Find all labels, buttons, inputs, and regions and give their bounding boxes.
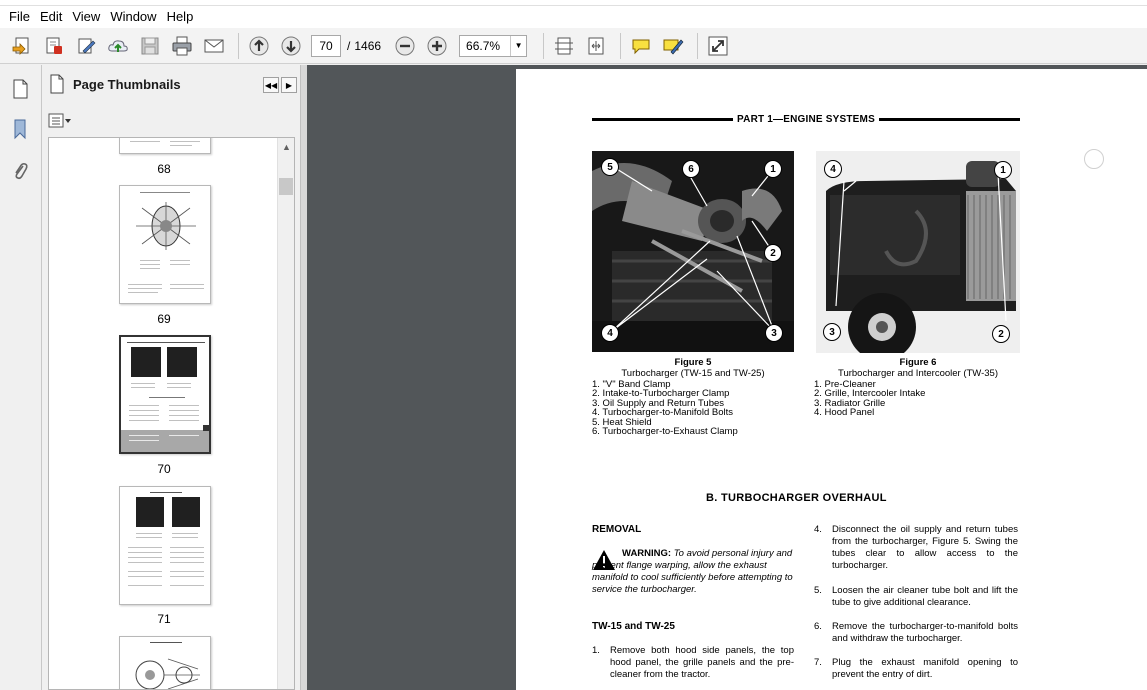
- chevron-right-icon: ▶: [285, 80, 293, 90]
- toolbar-separator: [620, 33, 621, 59]
- menu-bar: [0, 6, 1147, 28]
- step-number: 5.: [814, 585, 822, 596]
- step-text: Plug the exhaust manifold opening to prevent the entry of dirt.: [832, 657, 1018, 680]
- tw-heading: TW-15 and TW-25: [592, 621, 675, 632]
- figure-6-caption: [816, 357, 1020, 379]
- thumbnail-label-71: 71: [157, 612, 171, 626]
- speech-bubble-icon: [630, 35, 652, 57]
- envelope-icon: [203, 35, 225, 57]
- double-chevron-left-icon: ◀◀: [264, 80, 278, 90]
- page-thumbnails-icon[interactable]: [8, 77, 32, 101]
- figure-5-legend: [592, 380, 738, 436]
- arrow-up-circle-icon: [248, 35, 270, 57]
- zoom-value: 66.7%: [466, 38, 501, 53]
- create-pdf-button[interactable]: [8, 32, 36, 60]
- printer-icon: [171, 35, 193, 57]
- fit-width-icon: [585, 35, 607, 57]
- zoom-select[interactable]: [459, 35, 527, 57]
- fit-page-button[interactable]: [550, 32, 578, 60]
- figure-5-title: Figure 5: [674, 357, 712, 368]
- legend-item: 1. Pre-Cleaner: [814, 379, 876, 390]
- collapse-panel-button[interactable]: [263, 77, 279, 93]
- options-menu-icon: [48, 113, 72, 129]
- callout-1: 1: [994, 161, 1012, 179]
- legend-item: 4. Turbocharger-to-Manifold Bolts: [592, 407, 733, 419]
- step-text: Loosen the air cleaner tube bolt and lift the tube to give additional clearance.: [832, 585, 1018, 608]
- callout-1: 1: [764, 160, 782, 178]
- callout-3: 3: [823, 323, 841, 341]
- figure-6-subtitle: Turbocharger and Intercooler (TW-35): [838, 368, 998, 379]
- toolbar-separator: [238, 33, 239, 59]
- chevron-up-icon[interactable]: ▲: [282, 141, 291, 152]
- print-button[interactable]: [168, 32, 196, 60]
- thumbnail-page-71[interactable]: [119, 486, 211, 605]
- comment-button[interactable]: [627, 32, 655, 60]
- step-number: 6.: [814, 621, 822, 632]
- highlighter-icon: [662, 35, 684, 57]
- warning-block: [592, 548, 794, 596]
- warning-label: WARNING:: [622, 548, 672, 559]
- legend-item: 5. Heat Shield: [592, 416, 652, 428]
- thumbnail-list: [48, 137, 295, 690]
- figure-5-subtitle: Turbocharger (TW-15 and TW-25): [621, 368, 765, 379]
- thumbnail-page-69[interactable]: [119, 185, 211, 304]
- edit-pdf-icon: [43, 35, 65, 57]
- legend-item: 6. Turbocharger-to-Exhaust Clamp: [592, 426, 738, 438]
- menu-edit[interactable]: Edit: [39, 9, 63, 24]
- figure-6-title: Figure 6: [899, 357, 937, 368]
- callout-5: 5: [601, 158, 619, 176]
- toolbar-separator: [697, 33, 698, 59]
- upload-button[interactable]: [104, 32, 132, 60]
- bookmarks-icon[interactable]: [8, 117, 32, 141]
- thumbnail-options-button[interactable]: [48, 112, 72, 130]
- section-title: B. TURBOCHARGER OVERHAUL: [706, 492, 887, 504]
- callout-2: 2: [764, 244, 782, 262]
- step-number: 1.: [592, 645, 600, 656]
- header-rule-right: [879, 118, 1020, 121]
- legend-item: 1. "V" Band Clamp: [592, 379, 671, 390]
- plus-circle-icon: [426, 35, 448, 57]
- email-button[interactable]: [200, 32, 228, 60]
- page-number-input[interactable]: [311, 35, 341, 57]
- total-pages: 1466: [354, 38, 382, 53]
- panel-doc-icon: [48, 74, 66, 94]
- legend-item: 3. Oil Supply and Return Tubes: [592, 397, 725, 409]
- step-5: [814, 585, 1018, 611]
- tractor-photo-illustration: [816, 151, 1020, 353]
- arrow-down-circle-icon: [280, 35, 302, 57]
- page-margin-mark: [1084, 149, 1104, 169]
- toolbar-separator: [543, 33, 544, 59]
- menu-window[interactable]: Window: [110, 9, 157, 24]
- zoom-in-button[interactable]: [423, 32, 451, 60]
- edit-pdf-button[interactable]: [40, 32, 68, 60]
- attachments-icon[interactable]: [8, 159, 32, 183]
- panel-title: Page Thumbnails: [73, 76, 181, 92]
- thumbnail-scrollbar[interactable]: [277, 138, 294, 690]
- cloud-upload-icon: [107, 35, 129, 57]
- sign-button[interactable]: [72, 32, 100, 60]
- callout-6: 6: [682, 160, 700, 178]
- save-button[interactable]: [136, 32, 164, 60]
- step-text: Remove both hood side panels, the top hood panel, the grille panels and the pre-cleaner from the tractor.: [610, 645, 794, 680]
- menu-help[interactable]: Help: [166, 9, 194, 24]
- thumbnail-label-69: 69: [157, 312, 171, 326]
- menu-view[interactable]: View: [72, 9, 101, 24]
- thumbnail-page-68[interactable]: [119, 137, 211, 154]
- removal-heading: REMOVAL: [592, 524, 642, 535]
- highlight-button[interactable]: [659, 32, 687, 60]
- navigation-pane-strip: [0, 65, 42, 690]
- step-7: [814, 657, 1018, 683]
- step-number: 4.: [814, 524, 822, 535]
- legend-item: 3. Radiator Grille: [814, 397, 886, 409]
- step-text: Remove the turbocharger-to-manifold bolts and withdraw the turbocharger.: [832, 621, 1018, 644]
- thumbnail-label-70: 70: [157, 462, 171, 476]
- warning-text: To avoid personal injury and prevent flange warping, allow the exhaust manifold to cool sufficiently before attempting to service the turbocharger.: [592, 548, 793, 595]
- panel-header: [42, 65, 301, 103]
- callout-3: 3: [765, 324, 783, 342]
- save-icon: [139, 35, 161, 57]
- step-6: [814, 621, 1018, 647]
- legend-item: 2. Grille, Intercooler Intake: [814, 388, 926, 400]
- minus-circle-icon: [394, 35, 416, 57]
- expand-icon: [707, 35, 729, 57]
- page-separator: /: [347, 38, 351, 53]
- sign-icon: [75, 35, 97, 57]
- create-pdf-icon: [11, 35, 33, 57]
- thumbnail-page-70[interactable]: [119, 335, 211, 454]
- scrollbar-thumb[interactable]: [279, 178, 293, 195]
- figure-6-photo: [816, 151, 1020, 353]
- thumbnail-label-68: 68: [157, 162, 171, 176]
- step-4: [814, 524, 1018, 572]
- callout-4: 4: [824, 160, 842, 178]
- part-header-text: PART 1—ENGINE SYSTEMS: [737, 113, 875, 125]
- document-viewport: [307, 65, 1147, 690]
- expand-panel-button[interactable]: [281, 77, 297, 93]
- page-thumbnails-panel: [42, 65, 301, 690]
- next-page-button[interactable]: [277, 32, 305, 60]
- step-text: Disconnect the oil supply and return tubes from the turbocharger, Figure 5. Swing the tubes clear to allow access to the turbocharger.: [832, 524, 1018, 571]
- legend-item: 2. Intake-to-Turbocharger Clamp: [592, 388, 730, 400]
- callout-4: 4: [601, 324, 619, 342]
- figure-5-caption: [592, 357, 794, 379]
- full-screen-button[interactable]: [704, 32, 732, 60]
- step-number: 7.: [814, 657, 822, 668]
- zoom-out-button[interactable]: [391, 32, 419, 60]
- callout-2: 2: [992, 325, 1010, 343]
- menu-file[interactable]: File: [9, 9, 30, 24]
- legend-item: 4. Hood Panel: [814, 407, 875, 419]
- part-header: [592, 112, 1020, 126]
- thumbnail-page-72[interactable]: [119, 636, 211, 690]
- step-1: [592, 645, 794, 681]
- fit-page-icon: [553, 35, 575, 57]
- previous-page-button[interactable]: [245, 32, 273, 60]
- toolbar: [0, 28, 1147, 64]
- chevron-down-icon[interactable]: ▼: [510, 36, 526, 56]
- figure-6-legend: [814, 380, 925, 418]
- header-rule-left: [592, 118, 733, 121]
- document-page: [516, 69, 1147, 690]
- fit-width-button[interactable]: [582, 32, 610, 60]
